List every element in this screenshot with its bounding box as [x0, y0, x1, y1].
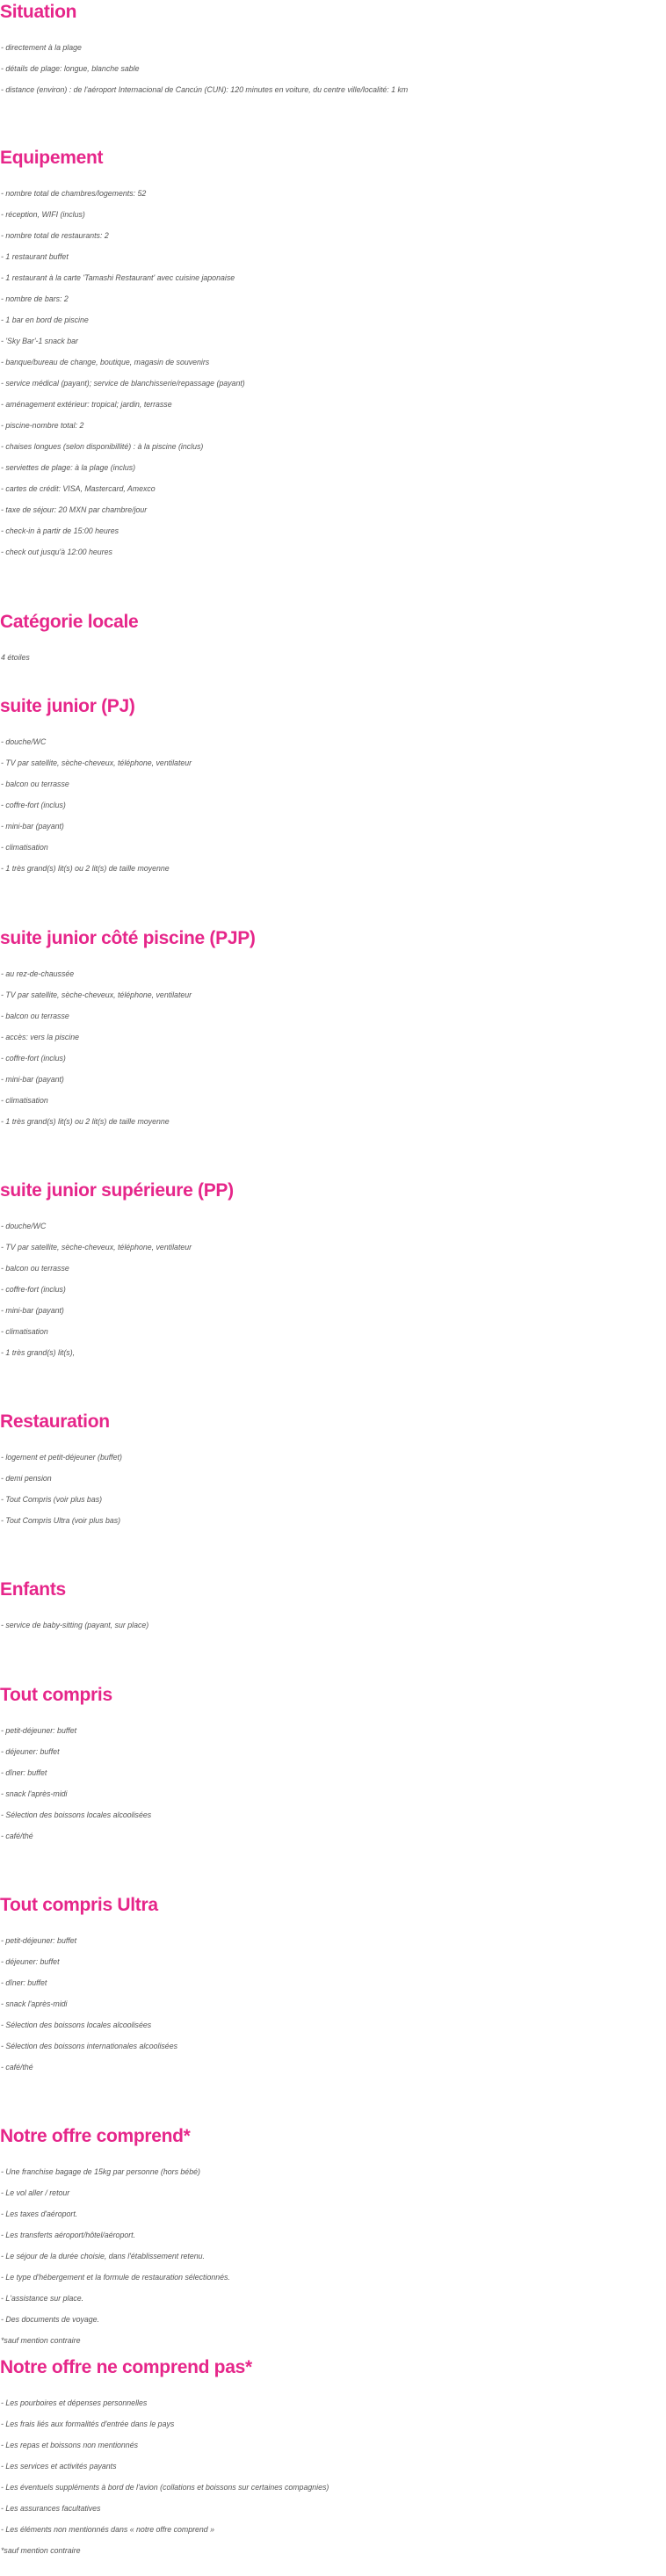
list-item: - dîner: buffet: [1, 1978, 47, 1987]
list-item: - Tout Compris (voir plus bas): [1, 1495, 103, 1504]
list-item: - banque/bureau de change, boutique, magasin de souvenirs: [1, 358, 210, 366]
list-item: - réception, WIFI (inclus): [1, 210, 85, 219]
list-item: - TV par satellite, sèche-cheveux, téléphone, ventilateur: [1, 758, 192, 767]
list-item: - service médical (payant); service de blanchisserie/repassage (payant): [1, 379, 245, 388]
list-item: - Sélection des boissons internationales alcoolisées: [1, 2042, 177, 2050]
section-title-suite-junior-pp: suite junior supérieure (PP): [0, 1180, 234, 1201]
list-item: - cartes de crédit: VISA, Mastercard, Amexco: [1, 484, 156, 493]
list-item: - service de baby-sitting (payant, sur place): [1, 1621, 149, 1629]
list-item: - Sélection des boissons locales alcoolisées: [1, 1810, 152, 1819]
list-item: - Les éventuels suppléments à bord de l'avion (collations et boissons sur certaines compagnies): [1, 2483, 329, 2492]
section-title-restauration: Restauration: [0, 1411, 110, 1432]
section-title-enfants: Enfants: [0, 1579, 66, 1600]
list-item: - 1 bar en bord de piscine: [1, 316, 89, 324]
section-title-equipement: Equipement: [0, 148, 104, 168]
list-item: - petit-déjeuner: buffet: [1, 1936, 77, 1945]
list-item: - café/thé: [1, 1832, 33, 1840]
list-item: - Les taxes d'aéroport.: [1, 2210, 78, 2218]
list-item: - aménagement extérieur: tropical; jardin, terrasse: [1, 400, 172, 409]
list-item: - 1 restaurant à la carte 'Tamashi Restaurant' avec cuisine japonaise: [1, 273, 235, 282]
section-tout-compris-ultra: [0, 1893, 664, 2078]
list-item: - 1 très grand(s) lit(s) ou 2 lit(s) de taille moyenne: [1, 864, 170, 873]
list-item: - snack l'après-midi: [1, 1789, 68, 1798]
section-title-categorie: Catégorie locale: [0, 612, 139, 632]
section-title-situation: Situation: [0, 2, 77, 22]
list-equipement: [0, 183, 664, 562]
list-item: - café/thé: [1, 2063, 33, 2072]
list-offre-ne-comprend-pas: [0, 2392, 664, 2561]
list-item: - déjeuner: buffet: [1, 1747, 60, 1756]
list-item: - Les frais liés aux formalités d'entrée dans le pays: [1, 2420, 175, 2428]
list-item: - Le séjour de la durée choisie, dans l'établissement retenu.: [1, 2252, 206, 2260]
list-item: - Les transferts aéroport/hôtel/aéroport.: [1, 2231, 136, 2239]
list-enfants: [0, 1615, 664, 1636]
list-item: - coffre-fort (inclus): [1, 1054, 66, 1063]
list-item: - serviettes de plage: à la plage (inclus): [1, 463, 136, 472]
list-situation: [0, 37, 664, 100]
section-suite-junior-pjp: [0, 926, 664, 1132]
list-item: - demi pension: [1, 1474, 52, 1483]
section-title-tout-compris-ultra: Tout compris Ultra: [0, 1895, 158, 1915]
list-item: - snack l'après-midi: [1, 1999, 68, 2008]
list-item: - mini-bar (payant): [1, 822, 64, 831]
list-item: - coffre-fort (inclus): [1, 1285, 66, 1294]
list-suite-junior-pp: [0, 1215, 664, 1363]
list-item: - check out jusqu'à 12:00 heures: [1, 548, 112, 556]
footnote: *sauf mention contraire: [1, 2336, 81, 2345]
section-offre-comprend: [0, 2124, 664, 2351]
list-categorie: [0, 647, 664, 668]
section-title-tout-compris: Tout compris: [0, 1685, 112, 1705]
list-item: - 'Sky Bar'-1 snack bar: [1, 337, 78, 345]
list-item: - Les pourboires et dépenses personnelles: [1, 2398, 148, 2407]
list-item: - climatisation: [1, 1327, 48, 1336]
section-categorie: [0, 610, 664, 668]
footnote: *sauf mention contraire: [1, 2546, 81, 2555]
list-item: - Des documents de voyage.: [1, 2315, 99, 2324]
list-item: - petit-déjeuner: buffet: [1, 1726, 77, 1735]
section-suite-junior-pj: [0, 694, 664, 879]
list-item: - mini-bar (payant): [1, 1306, 64, 1315]
list-item: - Une franchise bagage de 15kg par personne (hors bébé): [1, 2167, 200, 2176]
list-item: - logement et petit-déjeuner (buffet): [1, 1453, 122, 1462]
list-item: - Le vol aller / retour: [1, 2188, 70, 2197]
list-item: - accès: vers la piscine: [1, 1033, 79, 1041]
list-item: - Les assurances facultatives: [1, 2504, 101, 2513]
section-tout-compris: [0, 1683, 664, 1847]
section-title-suite-junior-pj: suite junior (PJ): [0, 696, 135, 716]
list-item: - nombre de bars: 2: [1, 294, 69, 303]
list-item: - balcon ou terrasse: [1, 780, 69, 788]
list-item: - Les éléments non mentionnés dans « notre offre comprend »: [1, 2525, 215, 2534]
list-item: - balcon ou terrasse: [1, 1264, 69, 1273]
list-tout-compris-ultra: [0, 1930, 664, 2078]
list-item: - Les repas et boissons non mentionnés: [1, 2441, 138, 2449]
list-item: - nombre total de chambres/logements: 52: [1, 189, 147, 198]
section-enfants: [0, 1578, 664, 1636]
section-title-offre-comprend: Notre offre comprend*: [0, 2126, 191, 2146]
list-suite-junior-pjp: [0, 963, 664, 1132]
section-title-offre-ne-comprend-pas: Notre offre ne comprend pas*: [0, 2357, 252, 2377]
list-item: - balcon ou terrasse: [1, 1012, 69, 1020]
section-situation: [0, 0, 664, 100]
list-item: - douche/WC: [1, 737, 47, 746]
list-suite-junior-pj: [0, 731, 664, 879]
list-item: - nombre total de restaurants: 2: [1, 231, 109, 240]
list-item: - détails de plage: longue, blanche sable: [1, 64, 140, 73]
list-item: - Le type d'hébergement et la formule de restauration sélectionnés.: [1, 2273, 230, 2282]
list-restauration: [0, 1447, 664, 1531]
section-suite-junior-pp: [0, 1179, 664, 1363]
list-item: - directement à la plage: [1, 43, 82, 52]
list-item: - Tout Compris Ultra (voir plus bas): [1, 1516, 121, 1525]
list-item: 4 étoiles: [1, 653, 30, 662]
list-item: - climatisation: [1, 1096, 48, 1105]
list-item: - L'assistance sur place.: [1, 2294, 84, 2303]
list-item: - mini-bar (payant): [1, 1075, 64, 1084]
list-item: - déjeuner: buffet: [1, 1957, 60, 1966]
section-title-suite-junior-pjp: suite junior côté piscine (PJP): [0, 928, 256, 948]
list-item: - douche/WC: [1, 1222, 47, 1230]
section-restauration: [0, 1410, 664, 1531]
list-item: - 1 très grand(s) lit(s) ou 2 lit(s) de taille moyenne: [1, 1117, 170, 1126]
list-item: - TV par satellite, sèche-cheveux, téléphone, ventilateur: [1, 1243, 192, 1252]
list-item: - au rez-de-chaussée: [1, 969, 75, 978]
section-offre-ne-comprend-pas: [0, 2355, 664, 2561]
list-item: - TV par satellite, sèche-cheveux, téléphone, ventilateur: [1, 990, 192, 999]
list-item: - 1 restaurant buffet: [1, 252, 69, 261]
list-item: - chaises longues (selon disponibillité) : à la piscine (inclus): [1, 442, 204, 451]
list-item: - check-in à partir de 15:00 heures: [1, 526, 119, 535]
list-tout-compris: [0, 1720, 664, 1847]
list-item: - taxe de séjour: 20 MXN par chambre/jour: [1, 505, 148, 514]
list-item: - climatisation: [1, 843, 48, 852]
list-item: - 1 très grand(s) lit(s),: [1, 1348, 76, 1357]
list-item: - Les services et activités payants: [1, 2462, 117, 2471]
list-item: - coffre-fort (inclus): [1, 801, 66, 809]
list-item: - Sélection des boissons locales alcoolisées: [1, 2021, 152, 2029]
list-item: - dîner: buffet: [1, 1768, 47, 1777]
list-item: - piscine-nombre total: 2: [1, 421, 84, 430]
list-item: - distance (environ) : de l'aéroport Internacional de Cancún (CUN): 120 minutes en voiture, du centre ville/localité: 1 km: [1, 85, 409, 94]
section-equipement: [0, 146, 664, 562]
list-offre-comprend: [0, 2161, 664, 2351]
